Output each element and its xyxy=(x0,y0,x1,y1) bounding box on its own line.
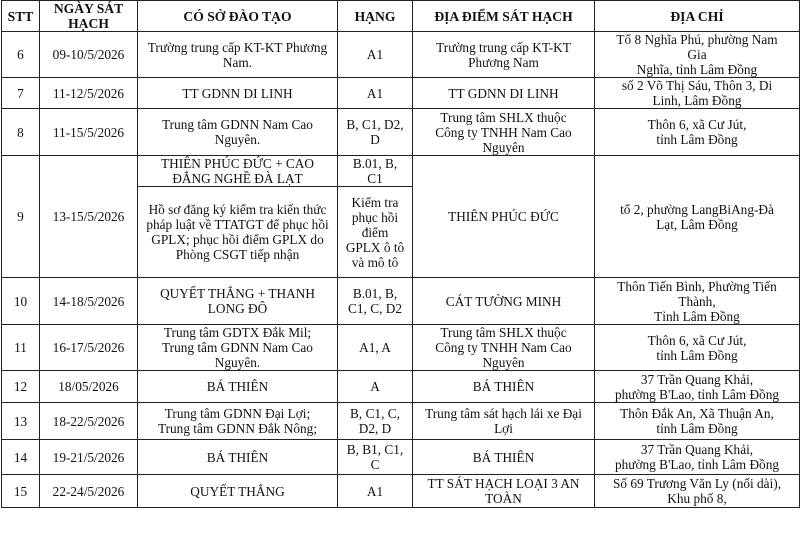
stt-cell: 15 xyxy=(2,475,40,508)
stt-cell: 13 xyxy=(2,403,40,440)
stt-cell: 14 xyxy=(2,440,40,475)
location-cell: Trung tâm SHLX thuộc Công ty TNHH Nam Cao Nguyên xyxy=(413,325,595,371)
class-cell: B, C1, D2, D xyxy=(338,109,413,156)
table-row xyxy=(2,371,800,403)
class-cell: Kiểm tra phục hồi điểm GPLX ô tô và mô tô xyxy=(338,187,413,278)
class-cell: B, C1, C, D2, D xyxy=(338,403,413,440)
address-cell: 37 Trần Quang Khải, phường B'Lao, tỉnh Lâm Đồng xyxy=(595,440,800,475)
class-cell: A1, A xyxy=(338,325,413,371)
address-cell: Thôn Đắk An, Xã Thuận An, tỉnh Lâm Đồng xyxy=(595,403,800,440)
table-row xyxy=(2,403,800,440)
header-school: CÓ SỞ ĐÀO TẠO xyxy=(138,1,338,32)
date-cell: 11-12/5/2026 xyxy=(40,78,138,109)
address-cell: Tổ 8 Nghĩa Phú, phường Nam Gia Nghĩa, tỉnh Lâm Đồng xyxy=(595,32,800,78)
school-cell: BÁ THIÊN xyxy=(138,371,338,403)
address-cell: Thôn 6, xã Cư Jút, tỉnh Lâm Đồng xyxy=(595,325,800,371)
school-cell: QUYẾT THẮNG + THANH LONG ĐÔ xyxy=(138,278,338,325)
stt-cell: 7 xyxy=(2,78,40,109)
school-cell: TT GDNN DI LINH xyxy=(138,78,338,109)
address-cell: Số 69 Trương Văn Ly (nối dài), Khu phố 8, xyxy=(595,475,800,508)
date-cell: 13-15/5/2026 xyxy=(40,156,138,278)
location-cell: BÁ THIÊN xyxy=(413,371,595,403)
school-cell: Hồ sơ đăng ký kiểm tra kiến thức pháp luật về TTATGT để phục hồi GPLX; phục hồi điểm GPLX do Phòng CSGT tiếp nhận xyxy=(138,187,338,278)
date-cell: 09-10/5/2026 xyxy=(40,32,138,78)
stt-cell: 8 xyxy=(2,109,40,156)
date-cell: 18/05/2026 xyxy=(40,371,138,403)
header-location: ĐỊA ĐIỂM SÁT HẠCH xyxy=(413,1,595,32)
location-cell: TT GDNN DI LINH xyxy=(413,78,595,109)
date-cell: 14-18/5/2026 xyxy=(40,278,138,325)
table-row xyxy=(2,278,800,325)
location-cell: BÁ THIÊN xyxy=(413,440,595,475)
class-cell: A xyxy=(338,371,413,403)
location-cell: CÁT TƯỜNG MINH xyxy=(413,278,595,325)
school-cell: Trung tâm GDNN Đại Lợi; Trung tâm GDNN Đắk Nông; xyxy=(138,403,338,440)
table-row xyxy=(2,325,800,371)
stt-cell: 12 xyxy=(2,371,40,403)
stt-cell: 11 xyxy=(2,325,40,371)
class-cell: A1 xyxy=(338,78,413,109)
header-date: NGÀY SÁT HẠCH xyxy=(40,1,138,32)
header-row xyxy=(2,1,800,32)
class-cell: A1 xyxy=(338,475,413,508)
address-cell: 37 Trần Quang Khải, phường B'Lao, tỉnh Lâm Đồng xyxy=(595,371,800,403)
location-cell: Trường trung cấp KT-KT Phương Nam xyxy=(413,32,595,78)
location-cell: Trung tâm sát hạch lái xe Đại Lợi xyxy=(413,403,595,440)
header-stt: STT xyxy=(2,1,40,32)
table-row xyxy=(2,32,800,78)
date-cell: 11-15/5/2026 xyxy=(40,109,138,156)
date-cell: 16-17/5/2026 xyxy=(40,325,138,371)
stt-cell: 10 xyxy=(2,278,40,325)
school-cell: THIÊN PHÚC ĐỨC + CAO ĐẲNG NGHỀ ĐÀ LẠT xyxy=(138,156,338,187)
school-cell: QUYẾT THẮNG xyxy=(138,475,338,508)
address-cell: tổ 2, phường LangBiAng-Đà Lạt, Lâm Đồng xyxy=(595,156,800,278)
class-cell: A1 xyxy=(338,32,413,78)
school-cell: Trung tâm GDTX Đắk Mil; Trung tâm GDNN Nam Cao Nguyên. xyxy=(138,325,338,371)
location-cell: THIÊN PHÚC ĐỨC xyxy=(413,156,595,278)
table-row xyxy=(2,475,800,508)
school-cell: Trung tâm GDNN Nam Cao Nguyên. xyxy=(138,109,338,156)
header-class: HẠNG xyxy=(338,1,413,32)
table-row xyxy=(2,440,800,475)
table-row xyxy=(2,156,800,187)
address-cell: Thôn 6, xã Cư Jút, tỉnh Lâm Đồng xyxy=(595,109,800,156)
stt-cell: 9 xyxy=(2,156,40,278)
class-cell: B.01, B, C1 xyxy=(338,156,413,187)
table-row xyxy=(2,78,800,109)
location-cell: Trung tâm SHLX thuộc Công ty TNHH Nam Cao Nguyên xyxy=(413,109,595,156)
date-cell: 22-24/5/2026 xyxy=(40,475,138,508)
header-address: ĐỊA CHỈ xyxy=(595,1,800,32)
location-cell: TT SÁT HẠCH LOẠI 3 AN TOÀN xyxy=(413,475,595,508)
stt-cell: 6 xyxy=(2,32,40,78)
date-cell: 18-22/5/2026 xyxy=(40,403,138,440)
school-cell: Trường trung cấp KT-KT Phương Nam. xyxy=(138,32,338,78)
school-cell: BÁ THIÊN xyxy=(138,440,338,475)
date-cell: 19-21/5/2026 xyxy=(40,440,138,475)
address-cell: số 2 Võ Thị Sáu, Thôn 3, Di Linh, Lâm Đồng xyxy=(595,78,800,109)
address-cell: Thôn Tiến Bình, Phường Tiến Thành, Tỉnh Lâm Đồng xyxy=(595,278,800,325)
exam-schedule-table xyxy=(1,0,800,508)
class-cell: B, B1, C1, C xyxy=(338,440,413,475)
table-row xyxy=(2,109,800,156)
class-cell: B.01, B, C1, C, D2 xyxy=(338,278,413,325)
